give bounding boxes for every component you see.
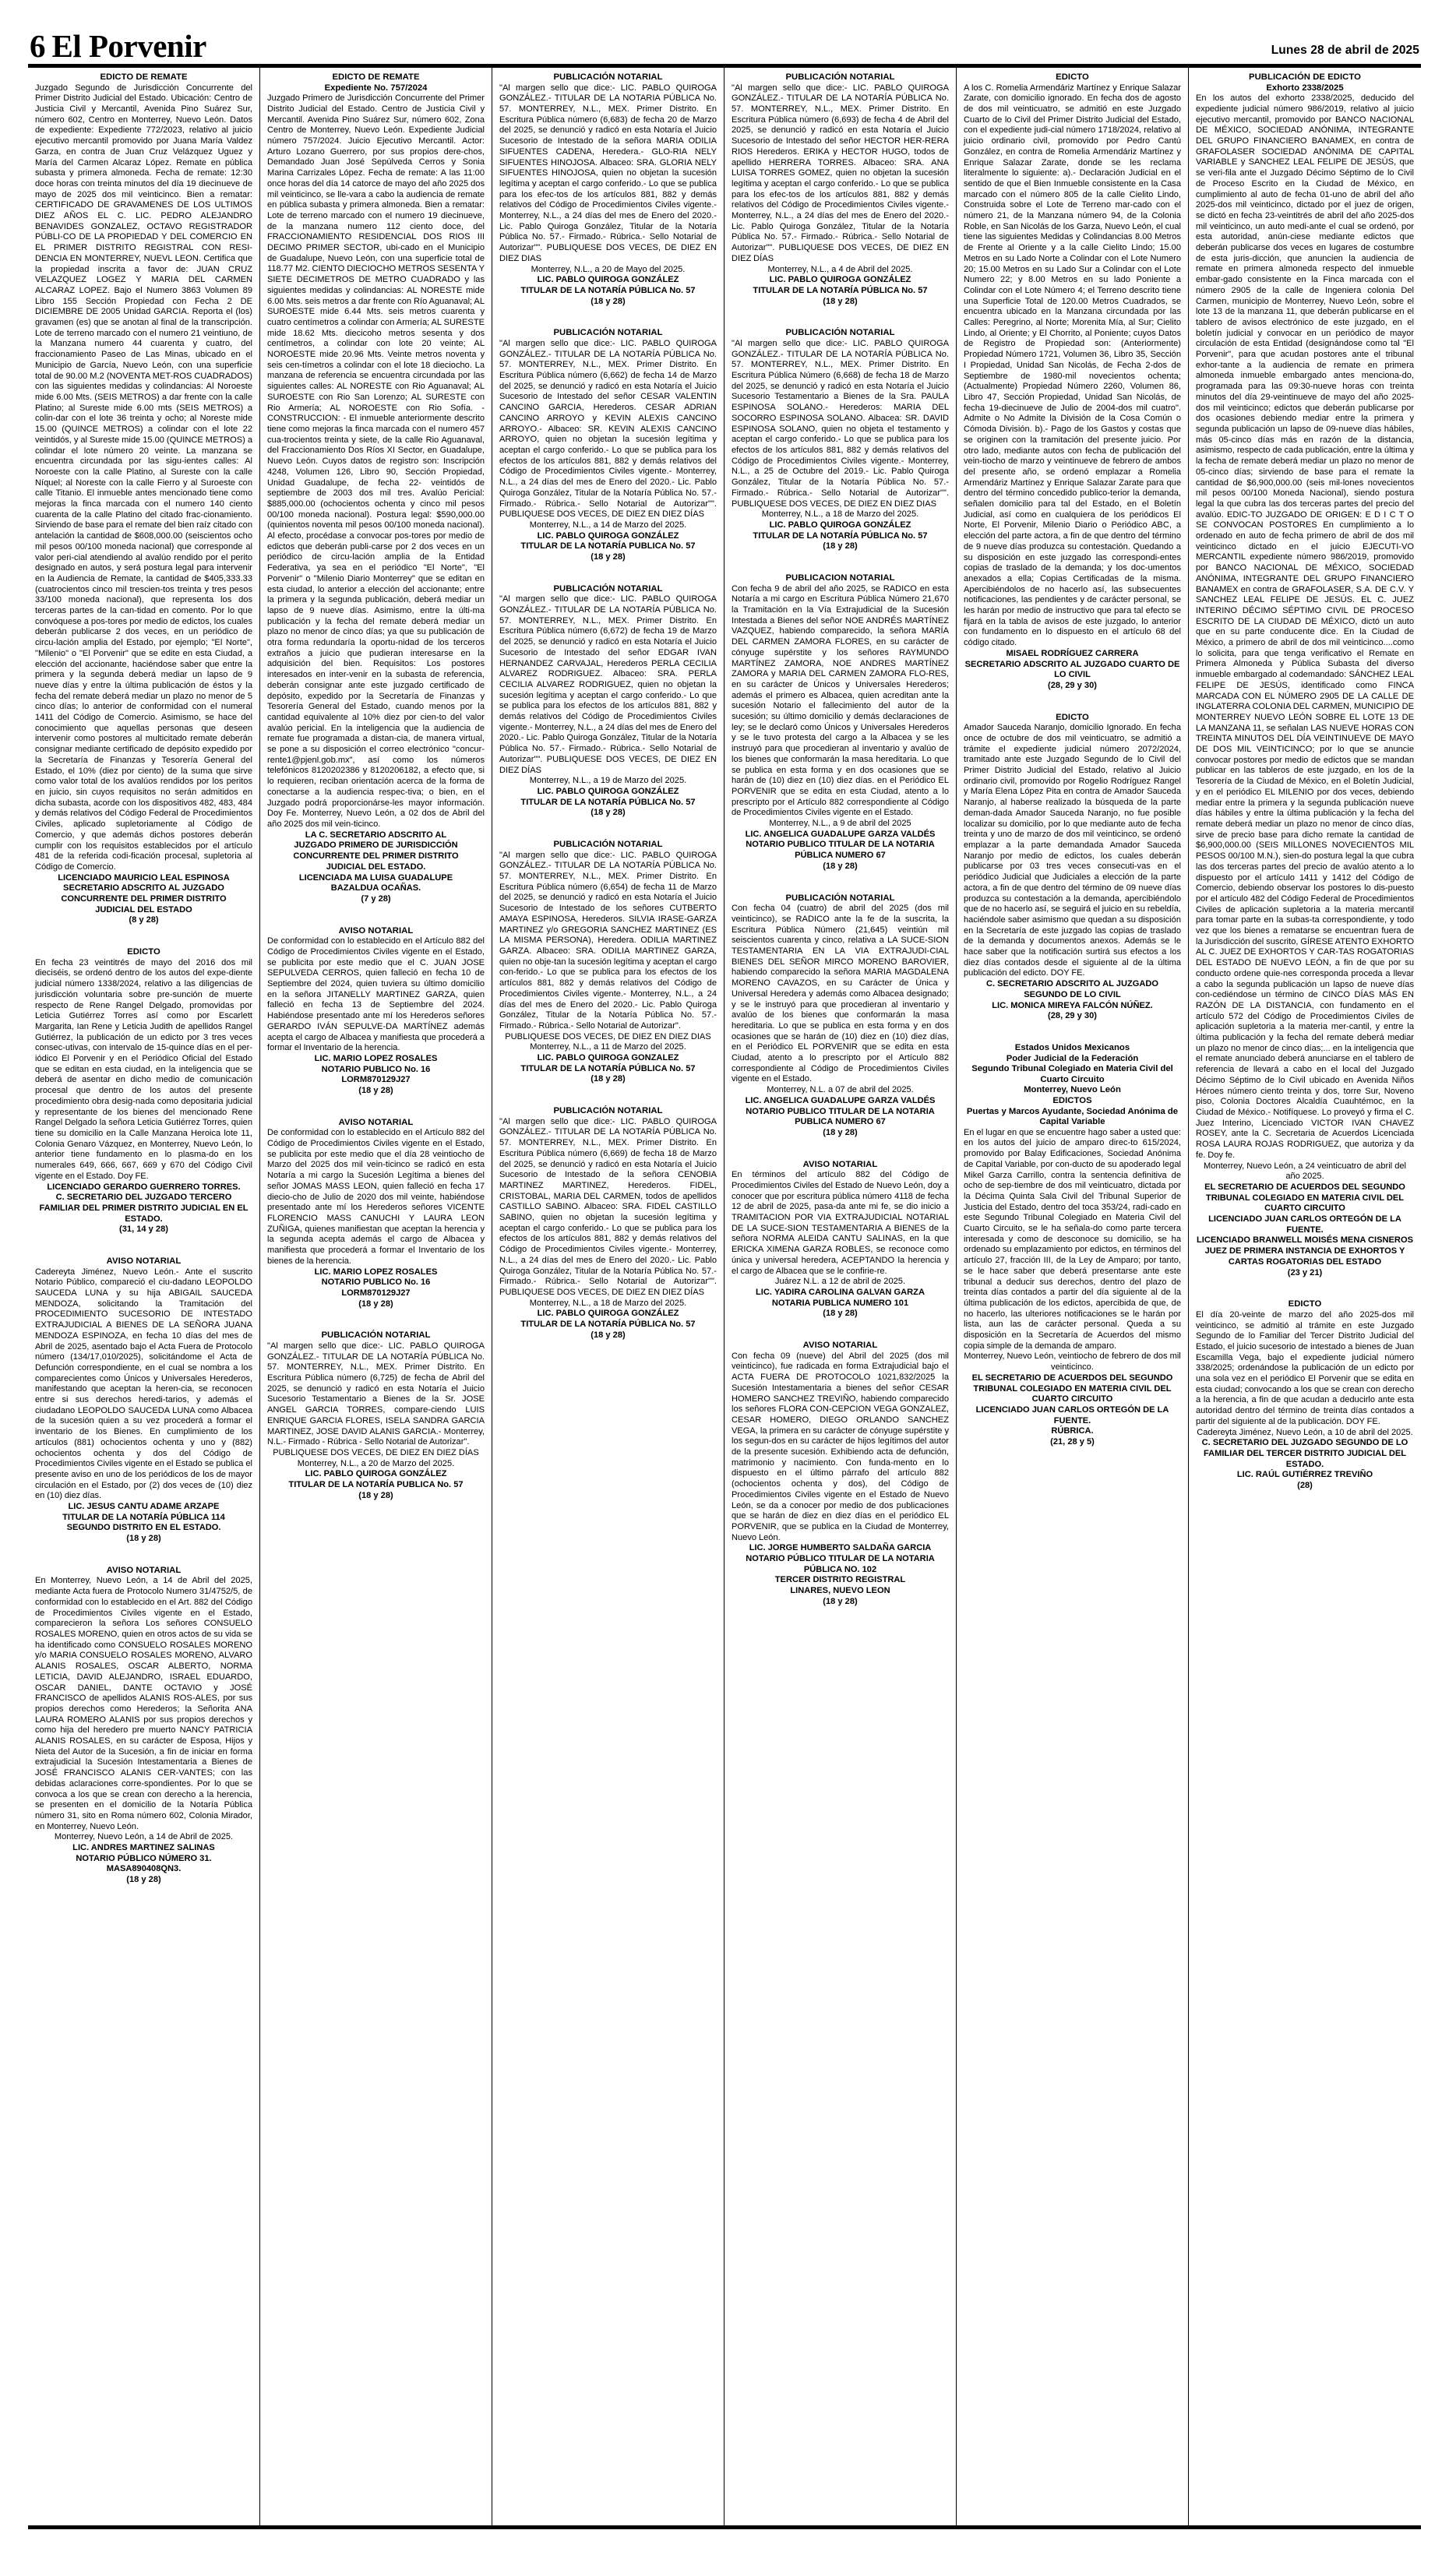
notice-heading: PUBLICACIÓN NOTARIAL bbox=[553, 328, 663, 338]
notice-publication-dates: (18 y 28) bbox=[126, 1875, 161, 1885]
notice-center-line: Monterrey, N.L., a 20 de Marzo del 2025. bbox=[297, 1458, 455, 1468]
notice-publication-dates: (8 y 28) bbox=[129, 915, 159, 925]
notice-signature-line: SECRETARIO ADSCRITO AL JUZGADO CUARTO DE LO CIVIL bbox=[964, 659, 1180, 680]
publication-title: El Porvenir bbox=[51, 28, 206, 65]
notice-signature-line: TITULAR DE LA NOTARÍA PÚBLICA No. 57 bbox=[520, 1320, 696, 1330]
legal-notice bbox=[35, 72, 252, 926]
classified-column-4 bbox=[724, 68, 957, 2525]
notice-heading: AVISO NOTARIAL bbox=[106, 1256, 182, 1267]
notice-subheading: Segundo Tribunal Colegiado en Materia Civil del Cuarto Circuito bbox=[971, 1064, 1173, 1084]
notice-publication-dates: (28) bbox=[1297, 1481, 1313, 1491]
notice-signature-line: LORM870129J27 bbox=[341, 1075, 411, 1085]
legal-notice bbox=[732, 893, 949, 1139]
notice-signature-line: LIC. PABLO QUIROGA GONZÁLEZ bbox=[537, 275, 679, 285]
legal-notice bbox=[499, 1106, 717, 1341]
notice-signature-line: EL SECRETARIO DE ACUERDOS DEL SEGUNDO TRIBUNAL COLEGIADO EN MATERIA CIVIL DEL CUARTO CIRCUITO bbox=[1204, 1182, 1405, 1214]
notice-signature-line: CONCURRENTE DEL PRIMER DISTRITO bbox=[61, 894, 227, 904]
notice-body: Amador Sauceda Naranjo, domicilio Ignorado. En fecha once de octubre de dos mil veinticuatro, se admitió a trámite el expediente judicial número 2072/2024, tramitado ante este Juzgado Segundo de lo Civil del Primer Distrito Judicial del Estado, relativo al Juicio ordinario civil, promovido por Rogelio Rodríguez Rangel y María Elena López Pita en contra de Amador Sauceda Naranjo, al haberse realizado la búsqueda de la parte deman-dada Amador Sauceda Naranjo, no fue posible localizar su domicilio, por lo que mediante auto de fecha treinta y uno de marzo de dos mil veinticinco, se ordenó emplazar a la parte demandada Amador Sauceda Naranjo por medio de edictos, los cuales deberán publicarse por 03 tres veces consecuti-vas en el periódico Judicial que Judiciales a elección de la parte actora, a fin de que dentro del término de 09 nueve días produzca su contestación a la demanda, apercibiéndolo que de no hacerlo así, se seguirá el juicio en su rebeldía, haciéndole saber asimismo que quedan a su disposición en la Secretaría de este juzgado las copias de traslado de la demanda y documentos anexos. Además se le hace saber que la notificación surtirá sus efectos a los diez días contados desde el siguiente al de la última publicación del edicto. DOY FE. bbox=[964, 723, 1181, 978]
notice-publication-dates: (18 y 28) bbox=[358, 1086, 393, 1096]
notice-subheading: Exhorto 2338/2025 bbox=[1266, 83, 1344, 93]
notice-heading: EDICTO bbox=[1056, 72, 1089, 82]
notice-body: "Al margen sello que dice:- LIC. PABLO QUIROGA GONZÁLEZ.- TITULAR DE LA NOTARÍA PÚBLICA No. 57. MONTERREY, N.L., MEX. Primer Distrito. En Escritura Pública número (6,654) de fecha 11 de Marzo del 2025, se denunció y radicó en esta Notaría el Juicio Sucesorio de Intestado de los señores CUTBERTO AMAYA ESPINOSA, Herederos. SILVIA IRASE-GARZA MARTINEZ y/o GREGORIA SANCHEZ MARTINEZ (ES LA MISMA PERSONA), Heredera. ODILIA MARTINEZ GARZA. Albaceo: SRA. ODILIA MARTINEZ GARZA, quien no obje-tan la sucesión legítima y aceptan el cargo con-ferido.- Lo que se publica para los efectos de los artículos 881, 882 y demás relativos del Código de Procedimientos Civiles vigente.- Monterrey, N.L., a 24 días del mes de Enero del 2020.- Lic. Pablo Quiroga González, Titular de la Notaría Pública No. 57.- Firmado.- Rúbrica.- Sello Notarial de Autorizar". bbox=[499, 850, 717, 1031]
classified-column-1 bbox=[28, 68, 260, 2525]
notice-signature-line: TITULAR DE LA NOTARÍA PÚBLICA No. 57 bbox=[520, 1063, 696, 1073]
legal-notice bbox=[499, 840, 717, 1085]
legal-notice bbox=[732, 1341, 949, 1607]
notice-body: Con fecha 09 (nueve) del Abril del 2025 (dos mil veinticinco), fue radicada en forma Extrajudicial bajo el ACTA FUERA DE PROTOCOLO 1021,832/2025 la Sucesión Intestamentaria a bienes del señor CESAR HOMERO SANCHEZ TREVIÑO, habiendo comparecido los señores FLORA CON-CEPCION VEGA GONZALEZ, CESAR HOMERO, DIEGO ORLANDO SANCHEZ VEGA, la primera en su carácter de cónyuge supérstite y los segun-dos en su carácter de hijos legítimos del autor de la presente sucesión. Exhibiendo acta de defunción, matrimonio y nacimiento. Con funda-mento en lo dispuesto en el último párrafo del artículo 882 (ochocientos ochenta y dos), del Código de Procedimientos Civiles vigente en el Estado de Nuevo León, se da a conocer por medio de dos publicaciones que se harán de diez en diez días en el periódico EL PORVENIR, que se publica en la Ciudad de Monterrey, Nuevo León. bbox=[732, 1351, 949, 1542]
notice-heading: AVISO NOTARIAL bbox=[338, 925, 414, 936]
notice-separator bbox=[267, 1323, 485, 1330]
notice-signature-line: LICENCIADO JUAN CARLOS ORTEGÓN DE LA FUENTE. bbox=[1208, 1214, 1401, 1235]
notice-body: "Al margen sello que dice:- LIC. PABLO QUIROGA GONZÁLEZ.- TITULAR DE LA NOTARIA PÚBLICA No. 57. MONTERREY, N.L., MEX. Primer Distrito. En Escritura Pública número (6,683) de fecha 20 de Marzo del 2025, se denunció y radicó en esta Notaría el Juicio Sucesorio de Intestado de la señora MARIA ODILIA SIFUENTES CADENA, Heredera.- GLO-RIA NELY SIFUENTES HINOJOSA. Albaceo: SRA. GLORIA NELY SIFUENTES HINOJOSA, quien no objetan la sucesión legítima y aceptan el cargo conferido.- Lo que se publica para los efec-tos de los artículos 881, 882 y demás relativos del Código de Procedimientos Civiles vigente.- Monterrey, N.L., a 24 días del mes de Enero del 2020.- Lic. Pablo Quiroga González, Titular de la Notaría Pública No. 57.- Firmado.- Rúbrica.- Sello Notarial de Autorizar"". PUBLIQUESE DOS VECES, DE DIEZ EN DIEZ DIAS bbox=[499, 83, 717, 263]
notice-publication-dates: (18 y 28) bbox=[823, 1596, 858, 1606]
notice-signature-line: JUDICIAL DEL ESTADO bbox=[95, 904, 192, 914]
legal-notice bbox=[267, 72, 485, 905]
notice-publication-dates: (31, 14 y 28) bbox=[119, 1225, 168, 1235]
notice-signature-line: TITULAR DE LA NOTARÍA PUBLICA No. 57 bbox=[288, 1480, 464, 1490]
notice-heading: PUBLICACIÓN NOTARIAL bbox=[785, 893, 895, 903]
notice-signature-line: MASA890408QN3. bbox=[106, 1864, 182, 1874]
notice-subheading: Poder Judicial de la Federación bbox=[1006, 1053, 1139, 1063]
notice-center-line: Monterrey, N.L., a 18 de Marzo del 2025. bbox=[529, 1298, 687, 1308]
notice-body: Con fecha 04 (cuatro) de abril del 2025 (dos mil veinticinco), se RADICO ante la fe de la suscrita, la Escritura Pública Número (21,645) veintiún mil seiscientos cuarenta y cinco, relativa a LA SUCE-SION TESTAMENTARIA EN LA VIA EXTRAJUDI-CIAL BIENES DEL SEÑOR MIRCO MORENO BAROVIER, habiendo comparecido la señora MARIA MAGDALENA MORENO CAVAZOS, en su Carácter de Única y Universal Heredera y además como Albacea designado; y se le instruyó para que procedieran al inventario y avalúo de los bienes que conformarán la masa hereditaria. Lo que se publica en esta forma y en dos ocasiones que se harán de (10) diez en (10) diez días, en el Periódico EL PORVENIR que se edita en esta Ciudad, atento a lo prescripto por el Artículo 882 correspondiente al Código de Procedimientos Civiles vigente en el Estado. bbox=[732, 904, 949, 1084]
notice-heading: EDICTO bbox=[1056, 712, 1089, 722]
notice-signature-line: LIC. MARIO LOPEZ ROSALES bbox=[314, 1053, 438, 1063]
notice-heading: EDICTO DE REMATE bbox=[100, 72, 188, 82]
notice-signature-line: LINARES, NUEVO LEON bbox=[790, 1586, 890, 1596]
notice-signature-line: LIC. PABLO QUIROGA GONZÁLEZ bbox=[537, 786, 679, 796]
notice-center-line: Monterrey, Nuevo León, a 24 veinticuatro de abril del año 2025. bbox=[1203, 1161, 1407, 1182]
notice-publication-dates: (23 y 21) bbox=[1287, 1267, 1323, 1277]
classified-column-2 bbox=[260, 68, 492, 2525]
notice-separator bbox=[1196, 1292, 1414, 1299]
notice-heading: PUBLICACION NOTARIAL bbox=[785, 573, 895, 583]
notice-separator bbox=[732, 566, 949, 573]
notice-body: A los C. Romelia Armendáriz Martínez y Enrique Salazar Zarate, con domicilio ignorado. En fecha dos de agosto de dos mil veinticuatro, se admitió en este Juzgado Cuarto de lo Civil del Primer Distrito Judicial del Estado, con el expediente judi-cial número 1718/2024, relativo al juicio ordinario civil, promovido por Pedro Cantú González, en contra de Romelia Armendáriz Martínez y Enrique Salazar Zarate, donde se les reclama literalmente lo siguiente: a).- Declaración Judicial en el sentido de que el Bien Inmueble consistente en la Casa marcado con el número 805 de la calle Cielito Lindo, Construida sobre el Lote de Terreno mar-cado con el número 21, de la Manzana número 94, de la Colonia Roble, en San Nicolás de los Garza, Nuevo León, el cual tiene las siguientes Medidas y Colindancias 8.00 Metros de Frente al Oriente y a la calle Cielito Lindo; 15.00 Metros en su Lado Norte a Colindar con el Lote Numero 20; 15.00 Metros en su Lado Sur a Colindar con el Lote Numero 22; y 8.00 Metros en su lado Poniente a Colindar con el Lote Número 4; el Terreno descrito tiene una Superficie Total de 120.00 Metros Cuadrados, se encuentra ubicado en la Manzana circundada por las Calles: Peregrino, al Norte; Morenita Mía, al Sur; Cielito Lindo, al Oriente; y El Chorrito, al Poniente; cuyos Datos de Registro de Propiedad son: (Anteriormente) Propiedad Número 1721, Volumen 36, Libro 35, Sección I Propiedad, Unidad San Nicolás, de Fecha 2-dos de Septiembre de 1980-mil novecientos ochenta; (Actualmente) Propiedad Número 2260, Volumen 86, Libro 47, Sección Propiedad, Unidad San Nicolás, de fecha 19-diecinueve de Julio de 2004-dos mil cuatro". Admite o No Admite la División de la Cosa Común o Cómoda División. b).- Pago de los Gastos y costas que se originen con la tramitación del presente juicio. Por otro lado, mediante autos con fecha de publicación del vein-tiocho de marzo y veintinueve de febrero de ambos del presente año, se ordenó emplazar a Romelia Armendáriz Martínez y Enrique Salazar Zarate para que dentro del término concedido publico-terior la demanda, señalen domicilio para tal del Estado, en el Boletín Judicial, así como en cualquiera de los periódicos El Norte, El Porvenir, Milenio Diario o Periódico ABC, a elección del parte actora, a fin de que dentro del término de 9 nueve días produzca su contestación. Quedando a su disposición en este juzgado las correspondi-entes copias de traslado de la demanda; y los doc-umentos anexados a ella; Copias Certificadas de la misma. Apercibiéndolos de no hacerlo así, las subsecuentes notificaciones, las pendientes y de carácter personal, se les harán por medio de instructivo que para tal efecto se fijará en la tabla de avisos de este juzgado, lo anterior con fundamento en lo dispuesto en el artículo 68 del código citado. bbox=[964, 83, 1181, 648]
notice-heading: AVISO NOTARIAL bbox=[106, 1565, 182, 1575]
footer-rule bbox=[28, 2525, 1421, 2529]
legal-notice bbox=[499, 72, 717, 307]
notice-center-line: Monterrey, N.L., a 18 de Marzo del 2025. bbox=[761, 509, 919, 520]
notice-heading: AVISO NOTARIAL bbox=[338, 1117, 414, 1127]
notice-heading: PUBLICACIÓN NOTARIAL bbox=[553, 72, 663, 82]
notice-signature-line: LIC. PABLO QUIROGA GONZÁLEZ bbox=[537, 1309, 679, 1319]
notice-publication-dates: (7 y 28) bbox=[361, 893, 391, 904]
notice-separator bbox=[35, 1558, 252, 1566]
notice-heading: PUBLICACIÓN NOTARIAL bbox=[321, 1330, 431, 1341]
notice-signature-line: LIC. PABLO QUIROGA GONZÁLEZ bbox=[769, 275, 911, 285]
notice-signature-line: LICENCIADO BRANWELL MOISÉS MENA CISNEROS bbox=[1197, 1235, 1413, 1246]
notice-center-line: Monterrey, N.L., a 9 de abril del 2025 bbox=[769, 819, 911, 829]
notice-signature-line: C. SECRETARIO ADSCRITO AL JUZGADO SEGUNDO DE LO CIVIL bbox=[985, 979, 1159, 999]
notice-heading: PUBLICACIÓN NOTARIAL bbox=[553, 1106, 663, 1116]
notice-body: "Al margen sello que dice:- LIC. PABLO QUIROGA GONZÁLEZ.- TITULAR DE LA NOTARÍA PÚBLICA No. 57. MONTERREY, N.L., MEX. Primer Distrito. En Escritura Pública número (6,672) de fecha 19 de Marzo del 2025, se denunció y radicó en esta Notaría el Juicio Sucesorio de Intestado del señor EDGAR IVAN HERNANDEZ CARVAJAL, Herederos PERLA CECILIA ALVAREZ RODRIGUEZ. Albaceo: SRA. PERLA CECILIA ALVAREZ RODRIGUEZ, quien no objetan la sucesión legítima y aceptan el cargo conferido.- Lo que se publica para los efectos de los artículos 881, 882 y demás relativos del Código de Procedimientos Civiles vigente.- Monterrey, N.L., a 24 días del mes de Enero del 2020.- Lic. Pablo Quiroga González, Titular de la Notaría Pública No. 57.- Firmado.- Rúbrica.- Sello Notarial de Autorizar"". PUBLIQUESE DOS VECES, DE DIEZ EN DIEZ DÍAS bbox=[499, 594, 717, 775]
notice-separator bbox=[499, 832, 717, 840]
notice-signature-line: LIC. PABLO QUIROGA GONZÁLEZ bbox=[769, 520, 911, 530]
legal-notice bbox=[499, 328, 717, 562]
notice-heading: PUBLICACIÓN NOTARIAL bbox=[553, 583, 663, 594]
legal-notice bbox=[732, 1160, 949, 1320]
legal-notice bbox=[35, 947, 252, 1235]
notice-publication-dates: (18 y 28) bbox=[358, 1490, 393, 1500]
notice-body: "Al margen sello que dice:- LIC. PABLO QUIROGA GONZÁLEZ.- TITULAR DE LA NOTARÍA PÚBLICA No. 57. MONTERREY, N.L., MEX. Primer Distrito. En Escritura Pública número (6,669) de fecha 18 de Marzo del 2025, se denunció y radicó en esta Notaría el Juicio Sucesorio de Intestado de la señora CENOBIA MARTINEZ MARTINEZ, Herederos. FIDEL, CRISTOBAL, MARIA DEL CARMEN, todos de apellidos CASTILLO SABINO. Albaceo: SRA. FIDEL CASTILLO SABINO, quien no objetan la sucesión legítima y aceptan el cargo conferido.- Lo que se publica para los efectos de los artículos 881, 882 y demás relativos del Código de Procedimientos Civiles vigente.- Monterrey, N.L., a 24 días del mes de Enero del 2020.- Lic. Pablo Quiroga González, Titular de la Notaría Pública No. 57.- Firmado.- Rúbrica.- Sello Notarial de Autorizar"". PUBLIQUESE DOS VECES, DE DIEZ EN DIEZ DÍAS bbox=[499, 1116, 717, 1297]
notice-heading: EDICTO bbox=[1288, 1299, 1322, 1309]
notice-separator bbox=[732, 1152, 949, 1160]
notice-center-line: Monterrey, N.L., a 19 de Marzo del 2025. bbox=[529, 776, 687, 786]
notice-center-line: Monterrey, N.L. a 07 de abril del 2025. bbox=[767, 1085, 914, 1095]
notice-heading: Estados Unidos Mexicanos bbox=[1014, 1042, 1130, 1052]
notice-signature-line: LIC. PABLO QUIROGA GONZÁLEZ bbox=[537, 530, 679, 541]
notice-publication-dates: (21, 28 y 5) bbox=[1050, 1437, 1095, 1447]
legal-notice bbox=[267, 926, 485, 1097]
notice-body: En Monterrey, Nuevo León, a 14 de Abril del 2025, mediante Acta fuera de Protocolo Numero 31/4752/5, de conformidad con lo establecido en el Art. 882 del Código de Procedimientos Civiles vigente en el Estado, comparecieron la señora Los señores CONSUELO ROSALES MORENO, quien en otros actos de su vida se ha identificado como CONSUELO ROSALES MORENO y/o MARIA CONSUELO ROSALES MORENO, ALVARO ALANIS ROSALES, OSCAR ALBERTO, NORMA LETICIA, DAVID ALEJANDRO, ISRAEL EDUARDO, OSCAR DANIEL, DANTE OCTAVIO y JOSÉ FRANCISCO de apellidos ALANIS ROS-ALES, por sus propios derechos como Herederos; la Señorita ANA LAURA ROMERO ALANIS por sus propios derechos y como hija del heredero pre muerto NANCY PATRICIA ALANIS ROSALES, en su carácter de Esposa, Hijos y Nieta del Autor de la Sucesión, a fin de iniciar en forma extrajudicial la Sucesión Intestamentaria a Bienes de JOSÉ FRANCISCO ALANIS CER-VANTES; con las debidas aclaraciones corre-spondientes. Por lo que se convoca a los que se crean con derecho a la herencia, se presenten en el domicilio de la Notaría Pública número 31, sito en Roma número 602, Colonia Mirador, en Monterrey, Nuevo León. bbox=[35, 1576, 252, 1831]
notice-signature-line: CONCURRENTE DEL PRIMER DISTRITO bbox=[293, 851, 459, 862]
notice-body: En los autos del exhorto 2338/2025, deducido del expediente judicial número 986/2019, relativo al juicio ejecutivo mercantil, promovido por BANCO NACIONAL DE MÉXICO, SOCIEDAD ANÓNIMA, INTEGRANTE DEL GRUPO FINANCIERO BANAMEX, en contra de GRAFOLASER SOCIEDAD ANÓNIMA DE CAPITAL VARIABLE y SANCHEZ LEAL FELIPE DE JESÚS, que se veri-fila ante el Juzgado Décimo Séptimo de lo Civil de Proceso Escrito en la Ciudad de México, en cumplimiento al auto de fecha 01-uno de abril del año 2025-dos mil veinticinco, dictado por el juez de origen, se dictó en fecha 23-veintitrés de abril del año 2025-dos mil veinticinco, un auto medi-ante el cual se ordenó, por esta autoridad, anún-ciese mediante edictos que deberán publicarse dos veces en lugares de costumbre de esta juris-dicción, que anuncien la audiencia de remate en primera almoneda respecto del inmueble embar-gado consistente en la Finca marcada con el número 2905 de la calle de Ingeniera colonia Del Carmen, municipio de Monterrey, Nuevo León, sobre el lote 13 de la manzana 11, que deberán publicarse en el tablero de avisos electrónico de este juzgado, en el boletín judicial y convocar en un periódico de mayor circulación de esta Entidad (designándose como tal "El Porvenir", para que acudan postores ante el tribunal exhor-tante a la audiencia de remate en primera almoneda inmueble embargado antes menciona-do, programada para las 09:30-nueve horas con treinta minutos del día 29-veintinueve de mayo del año 2025-dos mil veinticinco; edictos que deberán publicarse por dos ocasiones debiendo mediar entre la primera y segunda publicación un lapso de 09-nueve días hábiles, más 05-cinco días más en razón de la distancia, asimismo, respecto de cada publicación, entre la última y la fecha de remate deberá mediar un plazo no menor de 05-cinco días; sirviendo de base para el remate la cantidad de $6,900,000.00 (seis mil-lones novecientos mil pesos 00/100 Moneda Nacional), siendo postura legal la que cubra las dos terceras partes del precio del avalúo. EDIC-TO JUZGADO DE ORIGEN: E D I C T O SE CONVOCAN POSTORES En cumplimiento a lo ordenado en auto de fecha primero de abril de dos mil veinticinco dictado en el juicio EJECUTI-VO MERCANTIL expediente número 986/2019, promovido por BANCO NACIONAL DE MÉXICO, SOCIEDAD ANÓNIMA, INTEGRANTE DEL GRUPO FINANCIERO BANAMEX en contra de GRAFOLASER, S.A. DE C.V. Y SANCHEZ LEAL FELIPE DE JESÚS. EL C. JUEZ INTERINO DÉCIMO SÉPTIMO CIVIL DE PROCESO ESCRITO DE LA CIUDAD DE MÉXICO, dictó un auto que en su parte conducente dice. En la Ciudad de México, a primero de abril de dos mil veinticinco....como lo solicita, para que tenga verificativo el Remate en Primera Almoneda y Pública Subasta del diverso inmueble embargado al codemandado: SÁNCHEZ LEAL FELIPE DE JESÚS, identificado como FINCA MARCADA CON EL NÚMERO 2905 DE LA CALLE DE INGLATERRA COLONIA DEL CARMEN, MUNICIPIO DE MONTERREY NUEVO LEÓN SOBRE EL LOTE 13 DE LA MANZANA 11, se señalan LAS NUEVE HORAS CON TREINTA MINUTOS DEL DÍA VEINTINUEVE DE MAYO DE DOS MIL VEINTICINCO; por lo que se anuncie convocar postores por medio de edictos que se mandan publicar en las tableros de este juzgado, en los de la Tesorería de la Ciudad de México, en el Boletín Judicial, y en el periódico EL MILENIO por dos veces, debiendo mediar entre la primera y la segunda publicación nueve días hábiles y entre la última publicación y la fecha del remate deberá mediar un plazo no menor de cinco días, sirve de precio base para dicho remate la cantidad de $6,900,000.00 (SEIS MILLONES NOVECIENTOS MIL PESOS 00/100 M.N.), sien-do postura legal la que cubra las dos terceras partes del precio de avalúo atento a lo dispuesto por el artículo 1411 y 1412 del Código de Comercio, debiendo observar los postores lo dis-puesto por el artículo 482 del Código Federal de Procedimientos Civiles de aplicación supletoria a la materia mercantil para tomar parte en la subas-ta correspondiente, y todo vez que los bienes a rematarse se encuentran fuera de la Jurisdicción del suscrito, GÍRESE ATENTO EXHORTO AL C. JUEZ DE EXHORTOS Y CAR-TAS ROGATORIAS DEL ESTADO DE NUEVO LEÓN, a fin de que por su conducto ordene quie-nes corresponda proceda a llevar a cabo la segunda publicación un lapso de nueve días con-cediéndose un término de CINCO DÍAS MÁS EN RAZÓN DE LA DISTANCIA, con fundamento en el artículo 572 del Código de Procedimientos Civiles de aplicación supletoria a la materia mer-cantil, y entre la última publicación y la fecha del remate deberá mediar un plazo no menor de cinco días;... en la inteligencia que el remate anunciado deberá anunciarse en el tablero de referencia de llevará a cabo en el local del Juzgado Décimo Séptimo de lo Civil ubicado en Avenida Niños Héroes número ciento treinta y dos, torre Sur, Noveno piso, Colonia Doctores Alcaldía Cuauhtémoc, en la Ciudad de México.- Notifíquese. Lo proveyó y firma el C. Juez Interino, Licenciado VICTOR IVAN CHAVEZ ROSEY, ante la C. Secretaria de Acuerdos Licenciada ROSA LAURA ROJAS RODRIGUEZ, que autoriza y da fe. Doy fe. bbox=[1196, 93, 1414, 1160]
notice-signature-line: C. SECRETARIO DEL JUZGADO SEGUNDO DE LO FAMILIAR DEL TERCER DISTRITO JUDICIAL DEL ESTADO. bbox=[1201, 1438, 1408, 1469]
notice-subheading: Expediente No. 757/2024 bbox=[324, 83, 428, 93]
notice-signature-line: LORM870129J27 bbox=[341, 1288, 411, 1298]
notice-center-line: Monterrey, N.L., a 4 de Abril del 2025. bbox=[767, 264, 913, 274]
notice-signature-line: LIC. PABLO QUIROGA GONZALEZ bbox=[537, 1053, 679, 1063]
notice-separator bbox=[732, 1333, 949, 1341]
notice-signature-line: NOTARIO PÚBLICO TITULAR DE LA NOTARIA PÚBLICA NO. 102 bbox=[746, 1554, 935, 1574]
notice-publication-dates: (28, 29 y 30) bbox=[1048, 1011, 1097, 1021]
notice-signature-line: LIC. RAÚL GUTIÉRREZ TREVIÑO bbox=[1236, 1470, 1373, 1480]
legal-notice bbox=[964, 1043, 1181, 1448]
notice-separator bbox=[35, 1249, 252, 1256]
notice-publication-dates: (18 y 28) bbox=[591, 1330, 626, 1340]
notice-center-line: Monterrey, Nuevo León, veintiocho de febrero de dos mil veinticinco. bbox=[964, 1351, 1181, 1373]
notice-body: Juzgado Primero de Jurisdicción Concurrente del Primer Distrito Judicial del Estado. Centro de Justicia Civil y Mercantil. Avenida Pino Suárez Sur, número 602, Zona Centro de Monterrey, Nuevo León. Expediente Judicial número 757/2024. Juicio Ejecutivo Mercantil. Actor: Arturo Lozano Guerrero, por sus propios dere-chos, Demandado Juan José Sepúlveda Cerros y Sonia Marina Carrizales López. Fecha de remate: A las 11:00 once horas del día 14 catorce de mayo del año 2025 dos mil veinticinco, se lle-vara a cabo la audiencia de remate en pública subasta y primera almoneda. Bien a rematar: Lote de terreno marcado con el numero 19 diecinueve, de la manzana numero 112 ciento doce, del FRACCIONAMIENTO RESIDENCIAL DOS RIOS III DECIMO PRIMER SECTOR, ubi-cado en el Municipio de Guadalupe, Nuevo León, con una superficie total de 118.77 M2. CIENTO DIECIOCHO METROS SESENTA Y SIETE DECIMETROS DE METRO CUADRADO y las siguientes medidas y colindancias: AL NORESTE mide 6.00 Mts. seis metros a dar frente con Río Aguanaval; AL SUROESTE mide 6.44 Mts. seis metros cuarenta y cuatro centímetros a colindar con Armería; AL SURESTE mide 18.62 Mts. diecicoho metros sesenta y dos centímetros, a colindar con lote 20 veinte; AL NOROESTE mide 20.96 Mts. Veinte metros noventa y seis cen-tímetros a colindar con el lote 18 dieciocho. La manzana de referencia se encuentra circundada por las siguientes calles: AL NORESTE con Rio Aguanaval; AL SUROESTE con Rio San Lorenzo; AL SURESTE con Rio Armería; AL NOROESTE con Rio Sofía. - CONSTRUCCION: - El inmueble anteriormente descrito tiene como mejoras la finca marcada con el numero 457 cua-trocientos treinta y siete, de la calle Rio Aguanaval, del Fraccionamiento Dos Ríos XI Sector, en Guadalupe, Nuevo León. Cuyos datos de registro son: Inscripción 4248, Volumen 126, Libro 90, Sección Propiedad, Unidad Guadalupe, de fecha 22- veintidós de septiembre de 2003 dos mil tres. Avalúo Pericial: $885,000.00 (ochocientos ochenta y cinco mil pesos 00/100 moneda nacional). Postura legal: $590,000.00 (quinientos noventa mil pesos 00/100 moneda nacional). Al efecto, procédase a convocar pos-tores por medio de edictos que deberán publi-carse por 2 dos veces en un periódico de circu-lación amplia de la Entidad Federativa, ya sea en el periódico "El Norte", "El Porvenir" o "Milenio Diario Monterrey" que se editan en esta ciudad, lo anterior a elección del accionante; entre la primera y la segunda publicación, deberá mediar un lapso de 9 nueve días. Asimismo, entre la últi-ma publicación y la fecha del remate deberá mediar un plazo no menor de cinco días; ya que su publicación de otra forma redundaría la oportu-nidad de los terceros extraños a juicio que pudieran interesarse en la adquisición del bien. Requisitos: Los postores interesados en inter-venir en la subasta de referencia, deberán consignar ante este juzgado certificado de depósito, expedido por la Secretaría de Finanzas y Tesorería General del Estado, cuando menos por la cantidad equivalente al 10% diez por cien-to del valor avalúo pericial. En la inteligencia que la audiencia de remate fue programada a distan-cia, de manera virtual, se pone a su disposición el correo electrónico "concur-rente1@pjenl.gob.mx", así como los números telefónicos 8120202386 y 8120206182, a efecto que, si lo requieren, reciban orientación acerca de la forma de conectarse a la audiencia respec-tiva; o bien, en el Juzgado podrá proporcionárse-les mayor información. Doy Fe. Monterrey, Nuevo León, a 02 dos de Abril del año 2025 dos mil vein-ticinco. bbox=[267, 93, 485, 829]
notice-body: "Al margen sello que dice:- LIC. PABLO QUIROGA GONZÁLEZ.- TITULAR DE LA NOTARÍA PÚBLICA No. 57. MONTERREY, N.L., MEX. Primer Distrito. En Escritura Pública Número (6,668) de fecha 18 de Marzo del 2025, se denunció y radicó en esta Notaría el Juicio Sucesorio Testamentario a Bienes de la Sra. PAULA ESPINOSA SOLANO.- Herederos: MARIA DEL SOCORRO ESPINOSA SOLANO. Albacea: SR. DAVID ESPINOSA SOLANO, quien no objeta el testamento y aceptan el cargo conferido.- Lo que se publica para los efectos de los artículos 881, 882 y demás relativos del Código de Procedimientos Civiles vigente.- Monterrey, N.L., a 25 de Octubre del 2019.- Lic. Pablo Quiroga González, Titular de la Notaría Pública No. 57.- Firmado.- Rúbrica.- Sello Notarial de Autorizar"". PUBLIQUESE DOS VECES, DE DIEZ EN DIEZ DIAS bbox=[732, 338, 949, 509]
notice-publication-dates: (18 y 28) bbox=[591, 296, 626, 306]
notice-body: "Al margen sello que dice:- LIC. PABLO QUIROGA GONZÁLEZ.- TITULAR DE LA NOTARÍA PÚBLICA No. 57. MONTERREY, N.L., MEX. Primer Distrito. En Escritura Pública número (6,693) de fecha 4 de Abril del 2025, se denunció y radicó en esta Notaría el Juicio Sucesorio de Intestado del señor HECTOR HER-RERA RIOS Herederos. ERIKA y HECTOR HUGO, todos de apellido HERRERA TORRES. Albaceo: SRA. ANA LUISA TORRES GOMEZ, quien no objetan la sucesión legítima y aceptan el cargo conferido.- Lo que se publica para los efec-tos de los artículos 881, 882 y demás relativos del Código de Procedimientos Civiles vigente.- Monterrey, N.L., a 24 días del mes de Enero del 2020.- Lic. Pablo Quiroga González, Titular de la Notaría Pública No. 57.- Firmado.- Rúbrica.- Sello Notarial de Autorizar"". PUBLIQUESE DOS VECES, DE DIEZ EN DIEZ DÍAS bbox=[732, 83, 949, 263]
notice-heading: PUBLICACIÓN NOTARIAL bbox=[785, 328, 895, 338]
legal-notice bbox=[964, 72, 1181, 692]
legal-notice bbox=[267, 1118, 485, 1310]
notice-signature-line: LIC. JORGE HUMBERTO SALDAÑA GARCIA bbox=[749, 1543, 932, 1553]
notice-signature-line: LA C. SECRETARIO ADSCRITO AL bbox=[305, 830, 447, 840]
classified-column-3 bbox=[492, 68, 724, 2525]
notice-signature-line: SECRETARIO ADSCRITO AL JUZGADO bbox=[63, 883, 224, 893]
legal-notice bbox=[1196, 1299, 1414, 1492]
notice-signature-line: LICENCIADO MAURICIO LEAL ESPINOSA bbox=[58, 872, 230, 883]
notice-signature-line: NOTARIO PUBLICO TITULAR DE LA NOTARIA PUBLICA NUMERO 67 bbox=[746, 1106, 935, 1127]
notice-signature-line: TITULAR DE LA NOTARÍA PÚBLICA No. 57 bbox=[753, 285, 928, 295]
legal-notice bbox=[732, 72, 949, 307]
notice-separator bbox=[499, 320, 717, 328]
notice-body: De conformidad con lo establecido en el Artículo 882 del Código de Procedimientos Civiles vigente en el Estado, se publicita por este medio que el C. JUAN JOSE SEPULVEDA CERROS, quien falleció en fecha 10 de Septiembre del 2024, quien tuviera su último domicilio en la señora JITANELLY MARTINEZ GARZA, quien falleció en fecha 13 de Septiembre del 2024. Habiéndose presentado ante mí los Herederos señores GERARDO IVÁN SEPULVE-DA MARTÍNEZ además acepta el cargo de Albacea y manifiesta que procederá a formar el Inventario de la herencia. bbox=[267, 936, 485, 1053]
notice-signature-line: JUEZ DE PRIMERA INSTANCIA DE EXHORTOS Y CARTAS ROGATORIAS DEL ESTADO bbox=[1204, 1246, 1405, 1267]
notice-signature-line: NOTARIO PÚBLICO NÚMERO 31. bbox=[76, 1853, 212, 1863]
notice-heading: PUBLICACIÓN NOTARIAL bbox=[785, 72, 895, 82]
notice-body: En fecha 23 veintitrés de mayo del 2016 dos mil dieciséis, se ordenó dentro de los autos del expe-diente judicial número 1338/2024, relativo a las diligencias de jurisdicción voluntaria sobre pre-sunción de muerte respecto de Rene Rangel Delgado, promovidas por Leticia Gutiérrez Torres así como por Escarlett Margarita, Ian Rene y Leticia Judith de apellidos Rangel Gutiérrez, la publicación de un edicto por 3 tres veces consec-utivas, con intervalo de 15-quince días en el per-iódico El Porvenir y en el Periódico Oficial del Estado que se editan en esta ciudad, en la inteligencia que se deberá de asentar en dicho medio de comunicación procesal que dentro de los autos del presente procedimiento obra desig-nada como depositaria judicial y representante de los bienes del mencionado Rene Rangel Delgado la señora Leticia Gutiérrez Torres, quien tiene su domicilio en la Calle Manzana Heroica lote 11, Colonia Genaro Vázquez, en Monterrey, Nuevo León, lo anterior tiene fundamento en lo plasma-do en los numerales 649, 666, 667, 669 y 670 del Código Civil vigente en el Estado. Doy FE. bbox=[35, 957, 252, 1181]
notice-signature-line: LICENCIADO JUAN CARLOS ORTEGÓN DE LA FUENTE. bbox=[975, 1404, 1169, 1425]
masthead-brand bbox=[30, 28, 206, 65]
notice-publication-dates: (18 y 28) bbox=[358, 1299, 393, 1309]
notice-signature-line: TITULAR DE LA NOTARÍA PÚBLICA No. 57 bbox=[520, 797, 696, 807]
notice-body: "Al margen sello que dice:- LIC. PABLO QUIROGA GONZÁLEZ.- TITULAR DE LA NOTARÍA PÚBLICA No. 57. MONTERREY, N.L., MEX. Primer Distrito. En Escritura Pública número (6,662) de fecha 14 de Marzo del 2025, se denunció y radicó en esta Notaría el Juicio Sucesorio de Intestado del señor CESAR VALENTIN CANCINO GARCIA, Herederos. CESAR ADRIAN CANCINO ARROYO y KEVIN ALEXIS CANCINO ARROYO.- Albaceo: SR. KEVIN ALEXIS CANCINO ARROYO, quien no objetan la sucesión legítima y aceptan el cargo conferido.- Lo que se publica para los efectos de los artículos 881, 882 y demás relativos del Código de Procedimientos Civiles vigente.- Monterrey, N.L., a 24 días del mes de Enero del 2020.- Lic. Pablo Quiroga González, Titular de la Notaría Pública No. 57.- Firmado.- Rúbrica.- Sello Notarial de Autorizar"". PUBLIQUESE DOS VECES, DE DIEZ EN DIEZ DÍAS bbox=[499, 338, 717, 520]
notice-subheading: Monterrey, Nuevo León bbox=[1024, 1085, 1121, 1095]
notice-publication-dates: (18 y 28) bbox=[591, 1074, 626, 1084]
notice-tail-line: Monterrey, Nuevo León, a 14 de Abril de 2025. bbox=[54, 1832, 234, 1842]
notice-signature-line: TITULAR DE LA NOTARÍA PÚBLICA No. 57 bbox=[520, 285, 696, 295]
classifieds-columns bbox=[28, 68, 1421, 2525]
notice-body: Con fecha 9 de abril del año 2025, se RADICO en esta Notaría a mi cargo en Escritura Pública Número 21,670 la Tramitación en la Vía Extrajudicial de la Sucesión Intestada a Bienes del señor NOE ANDRÉS MARTÍNEZ VAZQUEZ, habiendo comparecido, la señora MARÍA DEL CARMEN ZAMORA FLORES, en su carácter de cónyuge supérstite y los señores RAYMUNDO MARTÍNEZ ZAMORA, NOE ANDRES MARTÍNEZ ZAMORA y MARIA DEL CARMEN ZAMORA FLO-RES, en su carácter de Únicos y Universales Herederos; además el primero es Albacea, quien acreditan ante la sucesión Notario el fallecimiento del autor de la sucesión; su último domicilio y demás declaraciones de ley; se le declaró como Únicos y Universales Herederos y se le tuvo protesta del cargo a la Albacea y se les instruyó para que procedieran al inventario y avalúo de los bienes que conformarán la masa hereditaria. Lo que se publica en esta forma y en dos ocasiones que se harán de (10) diez en (10) diez días. en el Periódico EL PORVENIR que se edita en esta Ciudad, atento a lo prescripto por el Artículo 882 correspondiente al Código de Procedimientos Civiles vigente en el Estado. bbox=[732, 583, 949, 818]
notice-signature-line: LIC. YADIRA CAROLINA GALVAN GARZA bbox=[756, 1287, 925, 1297]
notice-signature-line: SEGUNDO DISTRITO EN EL ESTADO. bbox=[66, 1523, 221, 1533]
notice-separator bbox=[964, 705, 1181, 713]
notice-signature-line: LIC. MARIO LOPEZ ROSALES bbox=[314, 1267, 438, 1277]
notice-signature-line: TITULAR DE LA NOTARÍA PÚBLICA 114 bbox=[62, 1512, 225, 1522]
notice-center-line: Cadereyta Jiménez, Nuevo León, a 10 de abril del 2025. bbox=[1197, 1427, 1413, 1437]
notice-signature-line: LIC. ANGELICA GUADALUPE GARZA VALDÉS bbox=[745, 829, 936, 839]
notice-publication-dates: (28, 29 y 30) bbox=[1048, 680, 1097, 690]
notice-body: En términos del artículo 882 del Código de Procedimientos Civiles del Estado de Nuevo León, doy a conocer que por escritura pública número 4118 de fecha 12 de abril de 2025, pasa-da ante mi fe, se dio inicio a TRAMITACION POR VIA EXTRAJUDICIAL NOTARIAL DE LA SUCE-SION TESTAMENTARIA A BIENES de la señora NORMA ALEIDA CANTU SALINAS, en la que ERICKA XIMENA GARZA ROBLES, se reconoce como única y universal heredera, ACEPTANDO la herencia y el cargo de Albacea que se le confirie-re. bbox=[732, 1170, 949, 1276]
notice-body: Juzgado Segundo de Jurisdicción Concurrente del Primer Distrito Judicial del Estado. Ubicación: Centro de Justicia Civil y Mercantil, Avenida Pino Suárez Sur, número 602, Centro en Monterrey, Nuevo León. Datos de expediente: Expediente 772/2023, relativo al juicio ejecutivo mercantil promovido por Juana María Valdez Garza, en contra de Juan Cruz Velázquez Uguez y María del Carmen Alcaraz López. Remate en pública subasta y primera almoneda. Fecha de remate: 12:30 doce horas con treinta minutos del día 19 diecinueve de mayo de 2025 dos mil veinticinco. Bien a rematar: CERTIFICADO DE GRAVAMENES DE LOS ULTIMOS DIEZ AÑOS EL C. LIC. PEDRO ALEJANDRO BENAVIDES GONZALEZ, OCTAVO REGISTRADOR PÚBLI-CO DE LA PROPIEDAD Y DEL COMERCIO EN EL PRIMER DISTRITO REGISTRAL CON RESI-DENCIA EN MONTERREY, NUEVL LEON. Certifica que la propiedad inscrita a favor de: JUAN CRUZ VELAZQUEZ LOGEZ Y MARIA DEL CARMEN ALCARAZ LOPEZ. Bajo el Numero 3863 Volumen 89 Libro 155 Sección Propiedad con Fecha 2 DE DICIEMBRE DE 2005 Unidad GARCIA. Reporta el (los) gravamen (es) que se anotan al final de la transcripción. Lote de terreno marcado con el numero 21 veintiuno, de la Manzana numero 44 cuarenta y cuatro, del fraccionamiento Paseo de Las Minas, ubicado en el Municipio de García, Nuevo León, con una superficie total de 90.00 M.2 (NOVENTA MET-ROS CUADRADOS) con las siguientes medidas y colindancias: Al Noroeste mide 6.00 Mts. (SEIS METROS) a dar frente con la calle Platino; al Sureste mide 6.00 mts (SEIS METROS) a colin-dar con el lote 36 treinta y ocho; al Noreste mide 15.00 (QUINCE METROS) a colindar con el lote 22 veintidós, y al Sureste mide 15.00 (QUINCE METROS) a colindar el lote número 20 veinte. La manzana se encuentra circundada por las sigu-ientes calles: Al Noroeste con la calle Platino, al Sureste con la calle Níquel; al Noreste con la calle Fierro y al Suroeste con calle Titanio. El inmueble antes mencionado tiene como mejoras la finca marcada con el numero 140 ciento cuarenta de la calle Platino del citado frac-cionamiento. Sirviendo de base para el remate del bien raíz citado con antelación la cantidad de $608,000.00 (seiscientos ocho mil pesos 00/100 moneda nacional) que corresponde al valor peri-cial atendiendo al avalúo rendido por el perito designado en autos, y será postura legal para intervenir en la Audiencia de Remate, la cantidad de $405,333.33 (cuatrocientos cinco mil trescien-tos treinta y tres pesos 33/100 moneda nacional), que representa los dos terceras partes de la can-tidad en comento. Por lo que convóquese a pos-tores por medio de edictos, los cuales deberán publicarse 2 dos veces, en un periódico de circu-lación amplia del Estado, por ejemplo; "El Norte", "Milenio" o "El Porvenir" que se edite en esta Ciudad, a elección del accionante, haciéndose saber que entre la primera y la segunda deberá mediar un lapso de 9 nueve días y entre la última publicación de éstos y la fecha del remate deberá mediar un plazo no menor de 5 cinco días; lo anterior de conformidad con el numeral 1411 del Código de Comercio. Asimismo, se hace del conocimiento que aquellas personas que deseen intervenir como postores al multicitado remate deberán consignar mediante certificado de depósito expedido por la Secretaría de Finanzas y Tesorería General del Estado, el 10% (diez por ciento) de la suma que sirve como valor total de los avalúos rendidos por los peritos en juicio, sin cuyos requisitos no serán admitidos en dicha subasta, acorde con los dispositivos 482, 483, 484 y demás relativos del Código Federal de Procedimientos Civiles, aplicado supletoriamente al Código de Comercio, y que además dichos postores deberán cumplir con los requisitos establecidos por el artículo 481 de la referida codi-ficación procesal, supletoria al Código de Comercio. bbox=[35, 83, 252, 872]
notice-heading: PUBLICACIÓN NOTARIAL bbox=[553, 840, 663, 850]
notice-center-line: Monterrey, N.L., a 11 de Marzo del 2025. bbox=[530, 1042, 686, 1052]
notice-separator bbox=[964, 1035, 1181, 1043]
legal-notice bbox=[1196, 72, 1414, 1278]
notice-body: De conformidad con lo establecido en el Artículo 882 del Código de Procedimientos Civiles vigente en el Estado, se publicita por este medio que el día 28 veintiocho de Marzo del 2025 dos mil vein-ticinco se radicó en esta Notaría a mi cargo la Sucesión Legítima a bienes del señor JOMAS MASS LEON, quien falleció en fecha 17 diecio-cho de Julio de 2020 dos mil veinte, habiéndose presentado ante mí los Herederos señores VICENTE FLORENCIO MASS CANUCHI Y LAURA LEON ZUÑIGA, quienes manifiestan que aceptan la herencia y la segunda acepta además el cargo de Albacea y manifiesta que procederá a formar el Inventario de los bienes de la herencia. bbox=[267, 1128, 485, 1266]
notice-body: El día 20-veinte de marzo del año 2025-dos mil veinticinco, se admitió al trámite en este Juzgado Segundo de lo Familiar del Tercer Distrito Judicial del Estado, el juicio sucesorio de intestado a bienes de Juan Escamilla Vega, bajo el expediente judicial número 338/2025; ordenándose la publicación de un edicto por una sola vez en el periódico El Porvenir que se edita en esta ciudad; convocando a los que se crean con derecho a la herencia, a fin de que acudan a deducirlo ante esta autoridad dentro del término de treinta días contados a partir del siguiente al de la publicación. DOY FE. bbox=[1196, 1309, 1414, 1426]
notice-signature-line: LICENCIADO GERARDO GUERRERO TORRES. bbox=[47, 1182, 241, 1192]
notice-body: En el lugar en que se encuentre hago saber a usted que: en los autos del juicio de amparo direc-to 615/2024, promovido por Balay Edificaciones, Sociedad Anónima de Capital Variable, por con-ducto de su apoderado legal Mikel Garza Carrillo, contra la sentencia definitiva de ocho de sep-tiembre de dos mil veinticuatro, dictada por la Décima Quinta Sala Civil del Tribunal Superior de Justicia del Estado, dentro del toca 353/24, radi-cado en este Segundo Tribunal Colegiado en Materia Civil del Cuarto Circuito, se le ha señala-do como parte tercera interesada y como de desconoce su domicilio, se ha ordenado su emplazamiento por edictos, en términos del artículo 27, fracción III, de la Ley de Amparo; por tanto, se le hace saber que deberá presentarse ante este tribunal a deducir sus derechos, dentro del plazo de treinta días contados a partir del día siguiente al de la última publicación de los edictos, apercibida de que, de no hacerlo, las ulteriores notificaciones se le harán por lista, aun las de carácter personal. Queda a su disposición en la Secretaría de Acuerdos del mismo copia simple de la demanda de amparo. bbox=[964, 1127, 1181, 1351]
notice-publication-dates: (18 y 28) bbox=[823, 861, 858, 871]
notice-heading: EDICTO bbox=[127, 947, 160, 957]
notice-signature-line: BAZALDUA OCAÑAS. bbox=[330, 883, 421, 893]
classified-column-6 bbox=[1189, 68, 1421, 2525]
notice-signature-line: LIC. JESUS CANTU ADAME ARZAPE bbox=[68, 1502, 220, 1512]
publication-date: Lunes 28 de abril de 2025 bbox=[1271, 44, 1419, 57]
notice-center-line: Monterrey, N.L., a 20 de Mayo del 2025. bbox=[531, 264, 686, 274]
notice-publication-dates: (18 y 28) bbox=[823, 1309, 858, 1319]
notice-signature-line: C. SECRETARIO DEL JUZGADO TERCERO FAMILIAR DEL PRIMER DISTRITO JUDICIAL EN EL ESTADO. bbox=[39, 1193, 249, 1224]
notice-heading: AVISO NOTARIAL bbox=[802, 1341, 878, 1351]
legal-notice bbox=[267, 1330, 485, 1501]
notice-publication-dates: (18 y 28) bbox=[126, 1534, 161, 1544]
notice-signature-line: LIC. PABLO QUIROGA GONZÁLEZ bbox=[305, 1469, 447, 1479]
notice-publication-dates: (18 y 28) bbox=[823, 541, 858, 551]
notice-publication-dates: (18 y 28) bbox=[823, 296, 858, 306]
notice-publication-dates: (18 y 28) bbox=[591, 808, 626, 818]
legal-notice bbox=[35, 1566, 252, 1886]
notice-center-line: Monterrey, N.L., a 14 de Marzo del 2025. bbox=[529, 520, 687, 530]
legal-notice bbox=[732, 328, 949, 552]
notice-signature-line: LICENCIADA MA LUISA GUADALUPE bbox=[298, 872, 453, 883]
notice-separator bbox=[499, 1098, 717, 1106]
notice-signature-line: TERCER DISTRITO REGISTRAL bbox=[774, 1575, 906, 1585]
masthead bbox=[25, 0, 1424, 64]
notice-signature-line: MISAEL RODRÍGUEZ CARRERA bbox=[1006, 648, 1139, 658]
notice-signature-line: NOTARIO PUBLICO No. 16 bbox=[321, 1064, 431, 1074]
notice-signature-line: JUZGADO PRIMERO DE JURISDICCIÓN bbox=[294, 840, 458, 851]
notice-signature-line: RÚBRICA. bbox=[1051, 1426, 1094, 1436]
classified-column-5 bbox=[957, 68, 1189, 2525]
notice-separator bbox=[35, 939, 252, 947]
notice-separator bbox=[499, 576, 717, 584]
notice-signature-line: EL SECRETARIO DE ACUERDOS DEL SEGUNDO TRIBUNAL COLEGIADO EN MATERIA CIVIL DEL CUARTO CIRCUITO bbox=[971, 1373, 1173, 1404]
notice-signature-line: LIC. ANGELICA GUADALUPE GARZA VALDÉS bbox=[745, 1095, 936, 1105]
legal-notice bbox=[732, 573, 949, 872]
notice-body: "Al margen sello que dice:- LIC. PABLO QUIROGA GONZÁLEZ.- TITULAR DE LA NOTARÍA PÚBLICA No. 57. MONTERREY, N.L., MEX. Primer Distrito. En Escritura Pública número (6,725) de fecha de Abril del 2025, se denunció y radicó en esta Notaría el Juicio Sucesorio Testamentario a Bienes de la Sr. JOSE ANGEL GARCIA TORRES, compare-ciendo LUIS ENRIQUE GARCIA FLORES, ISELA SANDRA GARCIA MARTINEZ, JOSE DAVID ALANIS GARCIA.- Monterrey, N.L.- Firmado - Rúbrica - Sello Notarial de Autorizar". bbox=[267, 1341, 485, 1447]
notice-subheading: Puertas y Marcos Ayudante, Sociedad Anónima de Capital Variable bbox=[966, 1106, 1179, 1127]
notice-signature-line: NOTARIO PUBLICO TITULAR DE LA NOTARIA PÚBLICA NUMERO 67 bbox=[746, 840, 935, 861]
notice-heading: EDICTO DE REMATE bbox=[332, 72, 420, 82]
notice-center-line: PUBLIQUESE DOS VECES, DE DIEZ EN DIEZ DÍAS bbox=[273, 1447, 479, 1457]
notice-separator bbox=[732, 320, 949, 328]
legal-notice bbox=[35, 1256, 252, 1545]
notice-publication-dates: (18 y 28) bbox=[591, 552, 626, 562]
notice-signature-line: TITULAR DE LA NOTARÍA PUBLICA No. 57 bbox=[520, 541, 696, 551]
notice-heading: AVISO NOTARIAL bbox=[802, 1159, 878, 1169]
notice-signature-line: LIC. ANDRES MARTINEZ SALINAS bbox=[72, 1843, 215, 1853]
notice-separator bbox=[732, 886, 949, 893]
notice-signature-line: NOTARIA PUBLICA NUMERO 101 bbox=[771, 1298, 909, 1308]
notice-heading: EDICTOS bbox=[1052, 1095, 1092, 1105]
notice-separator bbox=[267, 918, 485, 926]
legal-notice bbox=[499, 584, 717, 819]
notice-signature-line: NOTARIO PUBLICO No. 16 bbox=[321, 1277, 431, 1288]
notice-body: Cadereyta Jiménez, Nuevo León.- Ante el suscrito Notario Público, compareció el ciu-dadano LEOPOLDO SAUCEDA LUNA y su hija ABIGAIL SAUCEDA MENDOZA, solicitando la Tramitación del PROCEDIMIENTO SUCESORIO DE INTESTADO EXTRAJUDICIAL A BIENES DE LA SEÑORA JUANA MENDOZA ESPINOZA, en fecha 10 días del mes de Abril de 2025, asentado bajo el Acta Fuera de Protocolo número (134/17,010/2025), solicitándome el Acta de Defunción correspondiente, en el cual se nombra a los comparecientes como Únicos y Universales Herederos, manifestando que aceptan la heren-cia, se reconocen entre si sus derechos heredi-tarios, y además el ciudadano LEOPOLDO SAUCEDA LUNA como Albacea de la sucesión quien a su vez procederá a formar el inventario de los Bienes. En cumplimiento de los artículos (881) ochocientos ochenta y uno y (882) ochocientos ochenta y dos del Código de Procedimientos Civiles vigente en el Estado se publica el presente aviso en uno de los periódicos de los de mayor circulación en el Estado, por (2) dos veces de (10) diez en (10) diez días. bbox=[35, 1267, 252, 1501]
notice-center-line: PUBLIQUESE DOS VECES, DE DIEZ EN DIEZ DIAS bbox=[505, 1031, 711, 1041]
page-number: 6 bbox=[30, 28, 45, 65]
notice-signature-line: JUDICIAL DEL ESTADO. bbox=[326, 862, 426, 872]
notice-publication-dates: (18 y 28) bbox=[823, 1127, 858, 1137]
notice-signature-line: LIC. MONICA MIREYA FALCÓN NÚÑEZ. bbox=[992, 1000, 1153, 1010]
notice-center-line: Juárez N.L. a 12 de abril de 2025. bbox=[774, 1277, 906, 1287]
notice-signature-line: TITULAR DE LA NOTARÍA PÚBLICA No. 57 bbox=[753, 530, 928, 541]
legal-notice bbox=[964, 713, 1181, 1022]
notice-separator bbox=[267, 1110, 485, 1118]
notice-heading: PUBLICACIÓN DE EDICTO bbox=[1249, 72, 1361, 82]
